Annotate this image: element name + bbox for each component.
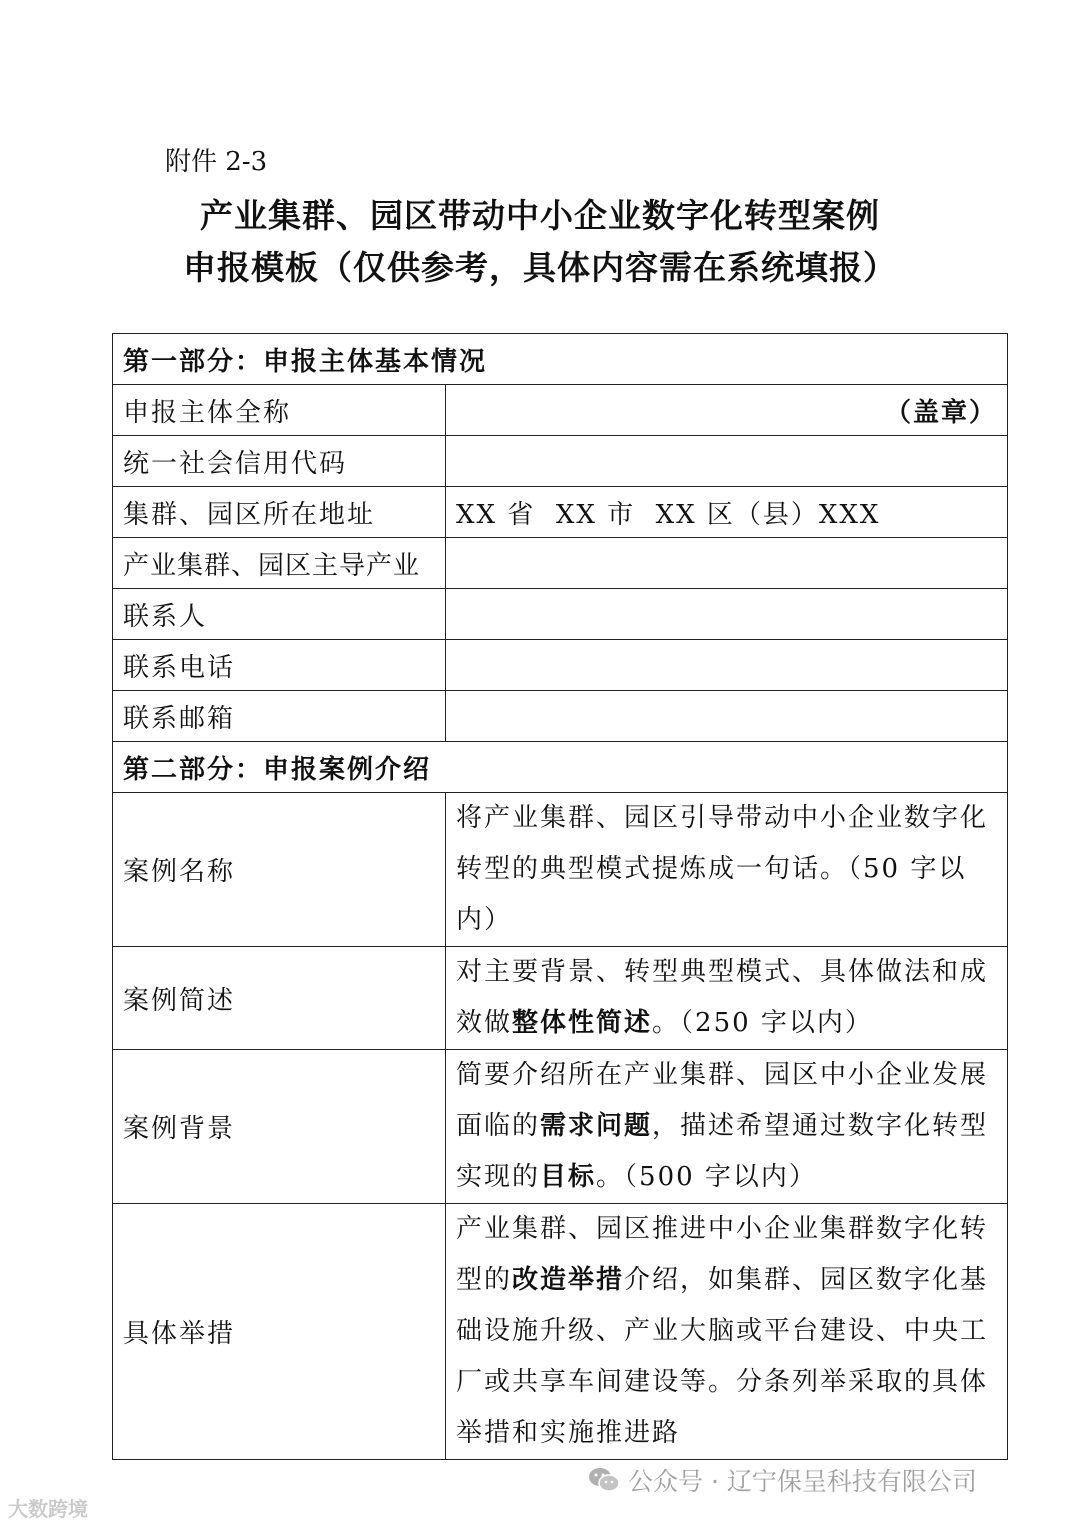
field-label: 案例简述 [113, 947, 446, 1050]
form-row-contact-person [113, 589, 1008, 640]
field-value[interactable] [446, 691, 1008, 742]
field-value-address[interactable]: XX 省 XX 市 XX 区（县）XXX [446, 487, 1008, 538]
field-value[interactable] [446, 538, 1008, 589]
field-guidance-measures[interactable]: 产业集群、园区推进中小企业集群数字化转型的改造举措介绍，如集群、园区数字化基础设施升级、产业大脑或平台建设、中央工厂或共享车间建设等。分条列举采取的具体举措和实施推进路 [446, 1204, 1008, 1460]
section-heading-part1: 第一部分：申报主体基本情况 [113, 334, 1008, 385]
document-title-line1: 产业集群、园区带动中小企业数字化转型案例 [200, 196, 880, 235]
form-row-measures [113, 1204, 1008, 1460]
field-label: 集群、园区所在地址 [113, 487, 446, 538]
form-row-contact-phone [113, 640, 1008, 691]
field-label: 案例背景 [113, 1050, 446, 1204]
field-label: 联系邮箱 [113, 691, 446, 742]
field-guidance-case-name[interactable]: 将产业集群、园区引导带动中小企业数字化转型的典型模式提炼成一句话。（50 字以内） [446, 793, 1008, 947]
watermark-right-text: 公众号 · 辽宁保呈科技有限公司 [628, 1467, 977, 1496]
field-label: 具体举措 [113, 1204, 446, 1460]
field-label: 案例名称 [113, 793, 446, 947]
field-guidance-case-brief[interactable]: 对主要背景、转型典型模式、具体做法和成效做整体性简述。（250 字以内） [446, 947, 1008, 1050]
form-row-applicant-name [113, 385, 1008, 436]
field-value[interactable] [446, 436, 1008, 487]
form-row-address [113, 487, 1008, 538]
form-row-case-background [113, 1050, 1008, 1204]
wechat-icon [588, 1466, 620, 1494]
field-label: 统一社会信用代码 [113, 436, 446, 487]
form-row-main-industry [113, 538, 1008, 589]
field-value[interactable] [446, 589, 1008, 640]
field-label: 联系人 [113, 589, 446, 640]
application-form-table [112, 333, 1008, 1460]
document-title-line2: 申报模板（仅供参考，具体内容需在系统填报） [183, 248, 897, 287]
watermark-left: 大数跨境 [8, 1497, 88, 1521]
field-value-seal[interactable]: （盖章） [446, 385, 1008, 436]
field-label: 申报主体全称 [113, 385, 446, 436]
field-label: 联系电话 [113, 640, 446, 691]
form-row-case-brief [113, 947, 1008, 1050]
form-row-credit-code [113, 436, 1008, 487]
field-value[interactable] [446, 640, 1008, 691]
attachment-label: 附件 2-3 [165, 147, 268, 177]
form-row-case-name [113, 793, 1008, 947]
watermark-right [588, 1462, 977, 1498]
field-label: 产业集群、园区主导产业 [113, 538, 446, 589]
form-row-contact-email [113, 691, 1008, 742]
field-guidance-case-background[interactable]: 简要介绍所在产业集群、园区中小企业发展面临的需求问题，描述希望通过数字化转型实现的目标。（500 字以内） [446, 1050, 1008, 1204]
section-heading-part2: 第二部分：申报案例介绍 [113, 742, 1008, 793]
